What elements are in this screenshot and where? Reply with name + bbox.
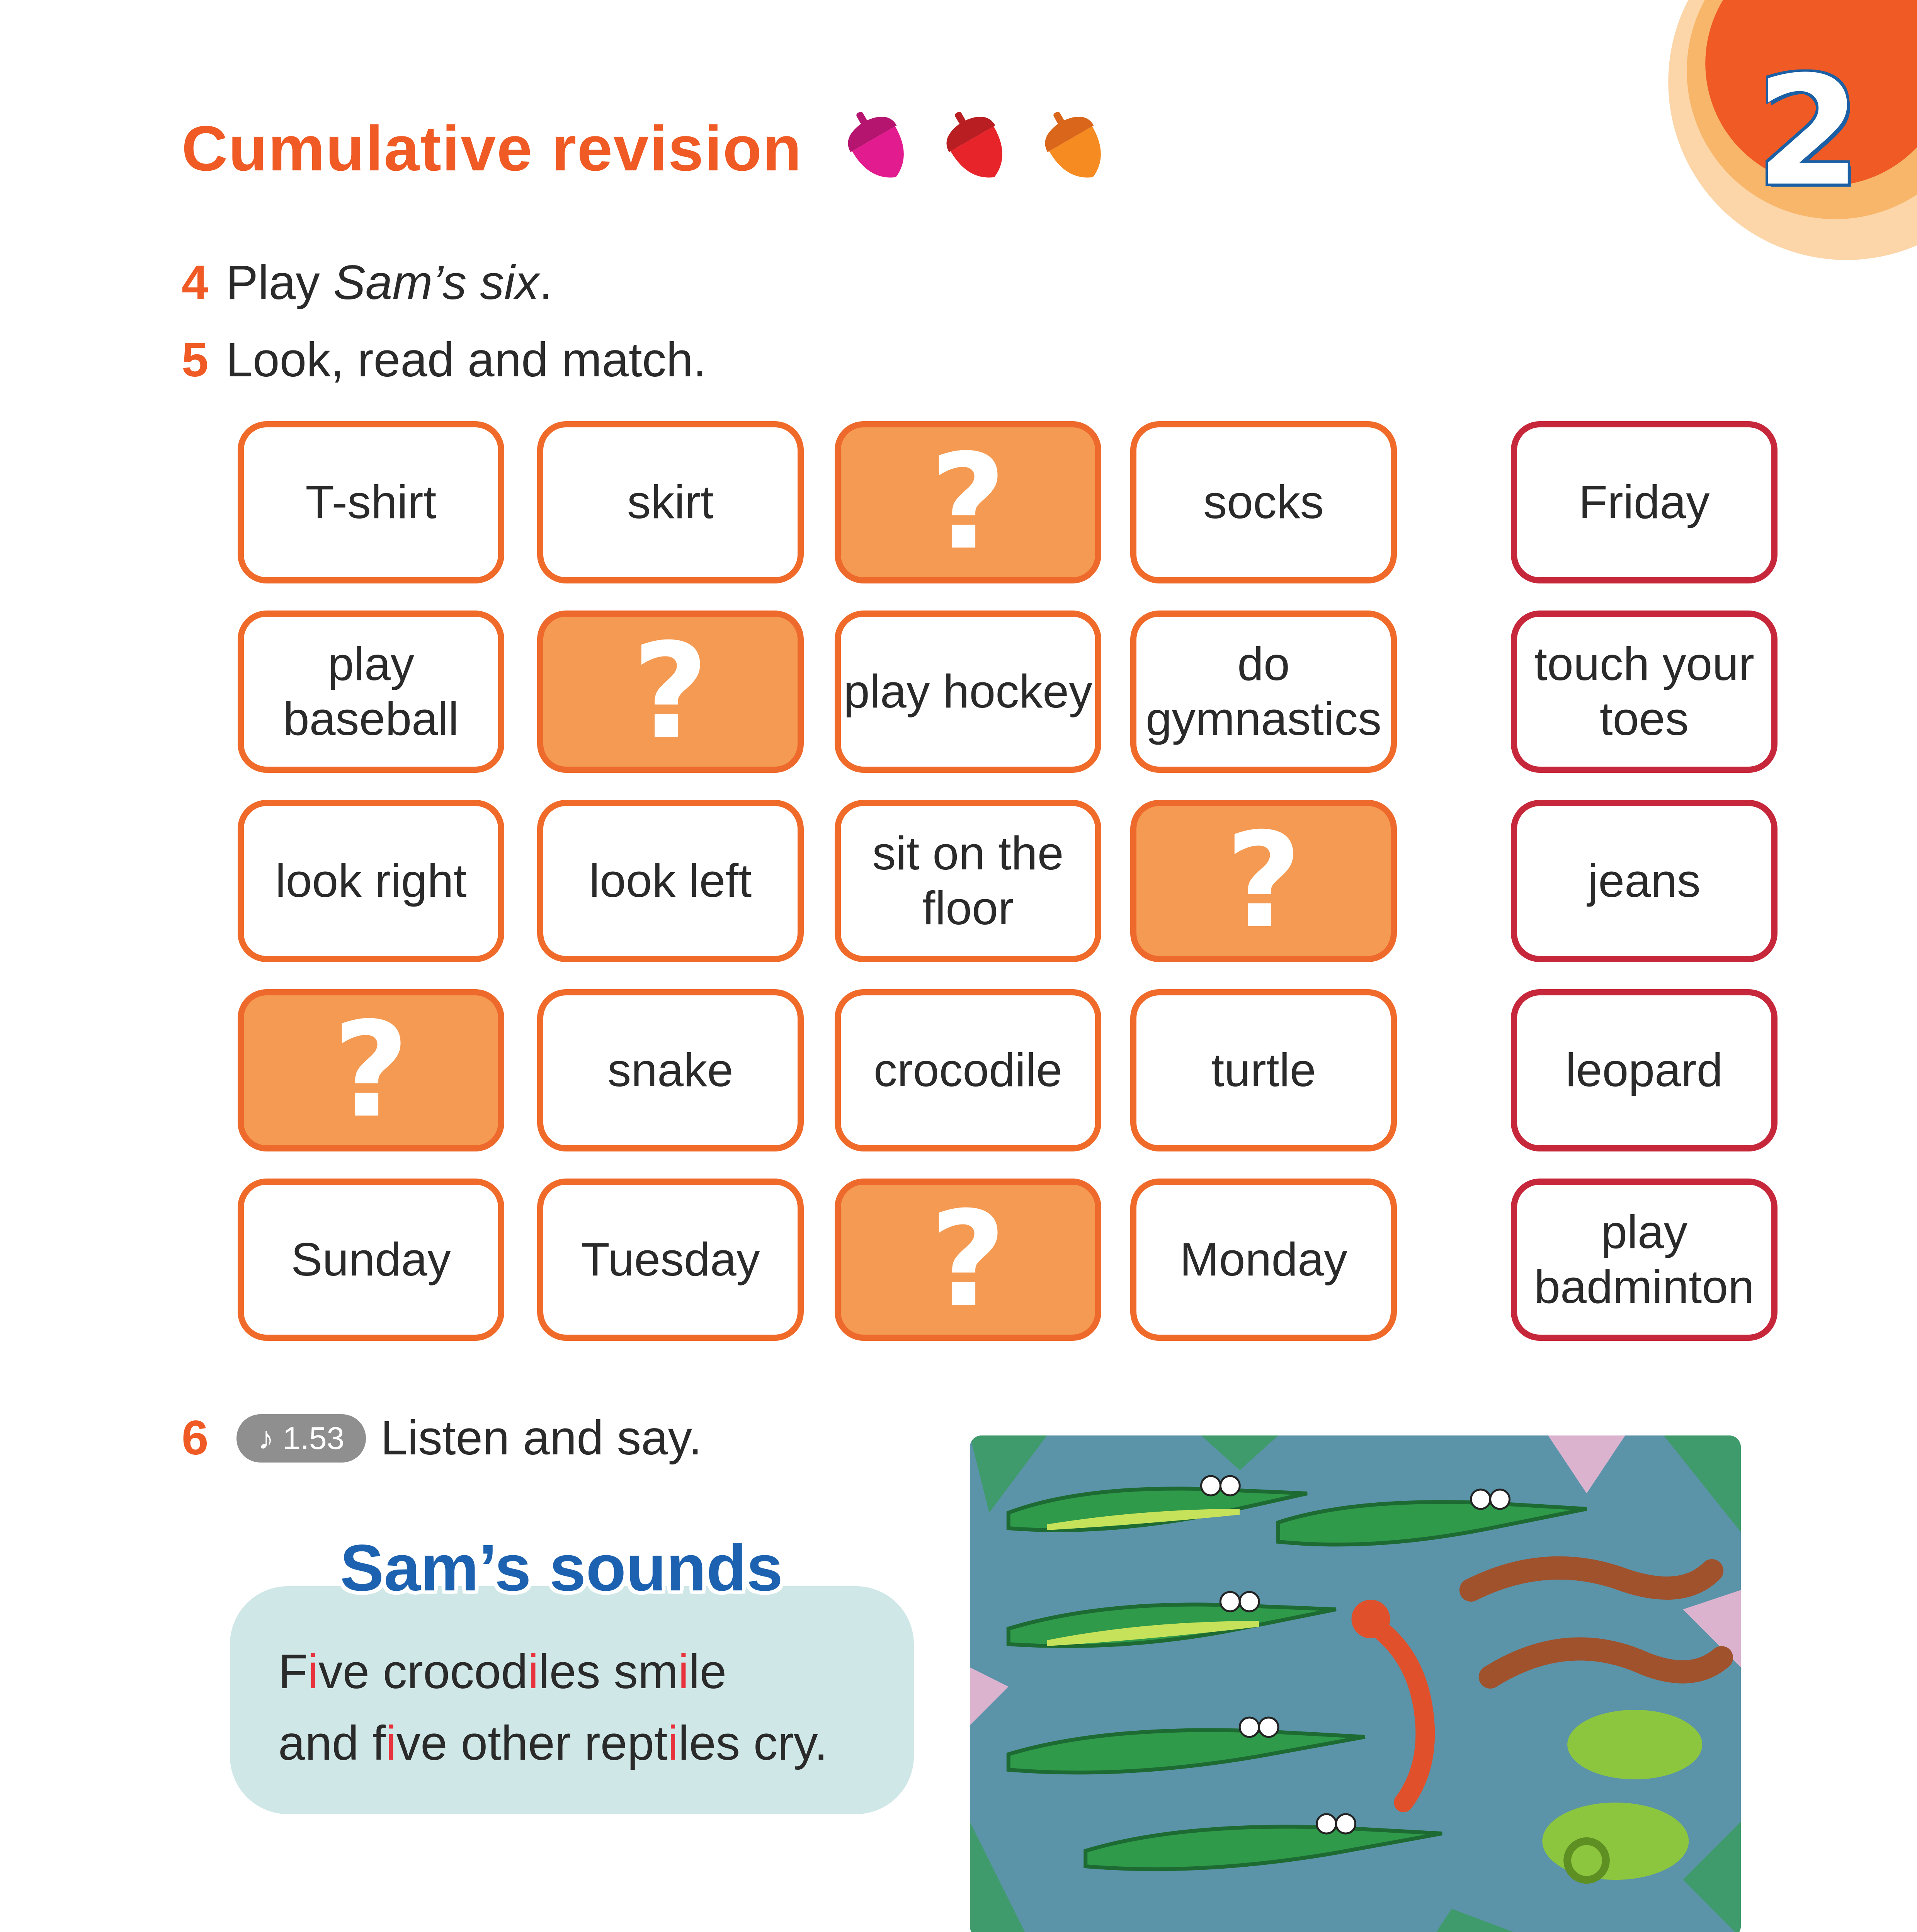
word-tile: play hockey [835, 611, 1101, 773]
instruction-text: Look, read and match. [226, 333, 707, 387]
word-tile: crocodile [835, 989, 1101, 1151]
word-tile: look right [238, 800, 504, 962]
answer-tile[interactable]: touch your toes [1511, 611, 1778, 773]
page-title: Cumulative revision [182, 113, 802, 184]
instruction-number: 4 [182, 256, 209, 310]
question-tile[interactable]: ? [1130, 800, 1397, 962]
game-title: Sam’s six [333, 256, 539, 310]
word-tile: Monday [1130, 1179, 1397, 1341]
answer-tile[interactable]: play badminton [1511, 1179, 1778, 1341]
music-note-icon: ♪ [258, 1421, 283, 1456]
rhyme-line-1: Five crocodiles smile [278, 1645, 727, 1699]
answer-tile[interactable]: Friday [1511, 421, 1778, 583]
word-tile: T-shirt [238, 421, 504, 583]
word-tile: sit on the floor [835, 800, 1101, 962]
track-number: 1.53 [282, 1421, 345, 1456]
word-tile: Tuesday [537, 1179, 804, 1341]
sounds-box [230, 1586, 914, 1814]
word-tile: Sunday [238, 1179, 504, 1341]
word-tile: skirt [537, 421, 804, 583]
answer-tile[interactable]: jeans [1511, 800, 1778, 962]
instruction-6-number: 6 [182, 1411, 209, 1465]
question-tile[interactable]: ? [537, 611, 804, 773]
question-tile[interactable]: ? [835, 421, 1101, 583]
word-tile: socks [1130, 421, 1397, 583]
word-tile: play baseball [238, 611, 504, 773]
word-tile: snake [537, 989, 804, 1151]
instruction-6-text: Listen and say. [381, 1411, 702, 1465]
word-tile: turtle [1130, 989, 1397, 1151]
rhyme-line-2: and five other reptiles cry. [278, 1716, 828, 1770]
acorn-icon-orange [1030, 100, 1119, 189]
question-tile[interactable]: ? [238, 989, 504, 1151]
word-tile: look left [537, 800, 804, 962]
acorn-icon-magenta [833, 100, 922, 189]
instruction-5 [182, 332, 706, 388]
word-tile: do gymnastics [1130, 611, 1397, 773]
answer-tile[interactable]: leopard [1511, 989, 1778, 1151]
sounds-title: Sam’s sounds [340, 1531, 783, 1605]
unit-number: 2 [1756, 44, 1861, 219]
instruction-4 [182, 255, 553, 310]
question-tile[interactable]: ? [835, 1179, 1101, 1341]
instruction-punct: . [539, 256, 553, 310]
acorn-icon-red [931, 100, 1020, 189]
audio-track-button[interactable] [236, 1414, 366, 1463]
instruction-number: 5 [182, 333, 209, 387]
reptiles-illustration [970, 1435, 1741, 1932]
instruction-text: Play [226, 256, 333, 310]
